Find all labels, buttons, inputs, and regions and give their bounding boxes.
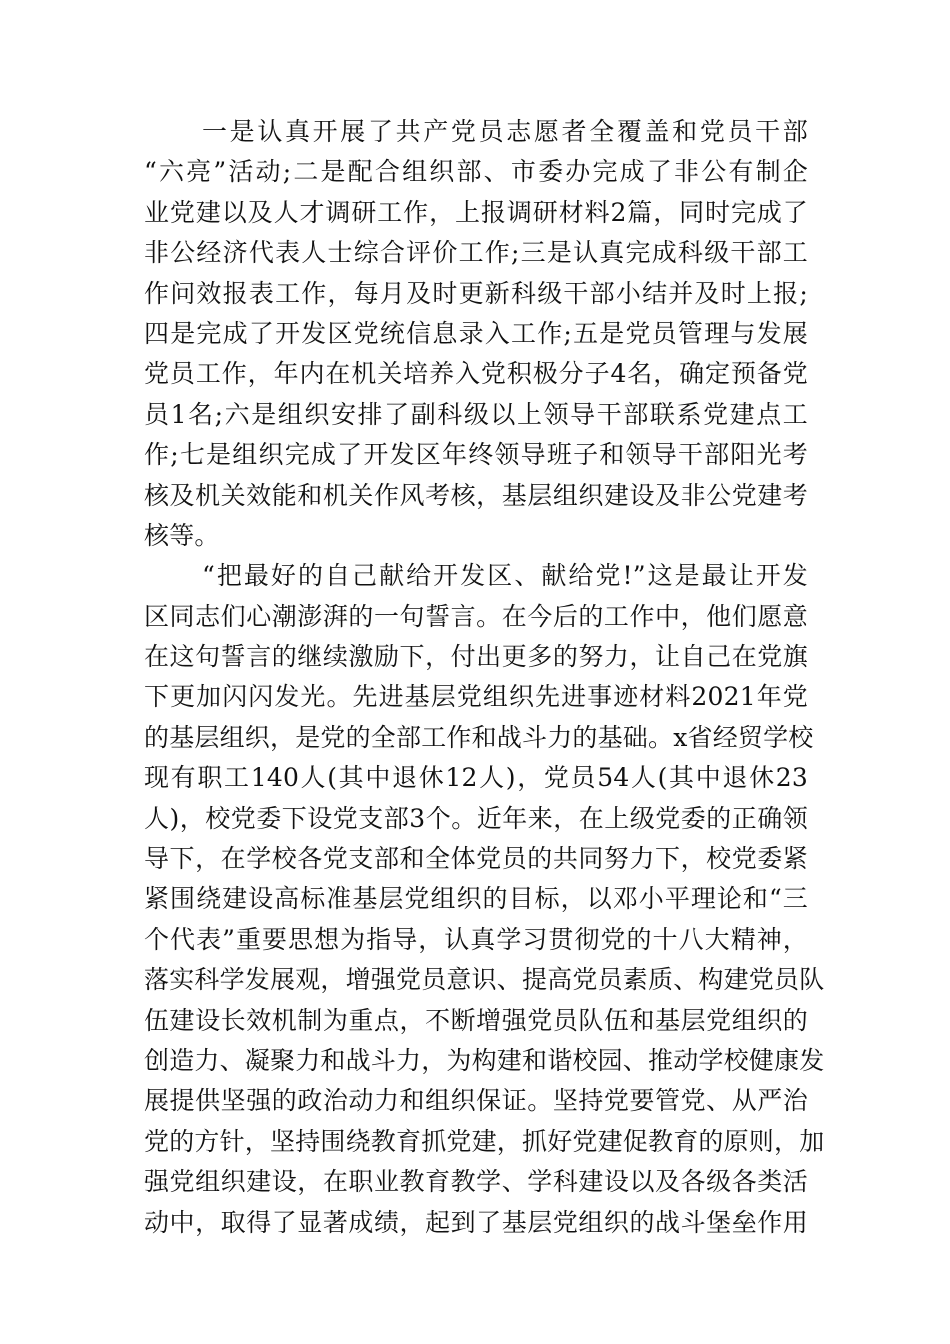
text-line: 个代表”重要思想为指导，认真学习贯彻党的十八大精神， (144, 924, 808, 954)
text-line: 区同志们心潮澎湃的一句誓言。在今后的工作中，他们愿意 (144, 601, 808, 631)
text-line: 的基层组织，是党的全部工作和战斗力的基础。x省经贸学校 (144, 722, 814, 752)
text-line: 四是完成了开发区党统信息录入工作;五是党员管理与发展 (144, 318, 808, 348)
text-line: 导下，在学校各党支部和全体党员的共同努力下，校党委紧 (144, 844, 808, 874)
text-line: 创造力、凝聚力和战斗力，为构建和谐校园、推动学校健康发 (144, 1045, 825, 1075)
text-line: 伍建设长效机制为重点，不断增强党员队伍和基层党组织的 (144, 1005, 808, 1035)
text-line: 党员工作，年内在机关培养入党积极分子4名，确定预备党 (144, 359, 808, 389)
text-line: 下更加闪闪发光。先进基层党组织先进事迹材料2021年党 (144, 682, 808, 712)
text-line: 核等。 (144, 520, 220, 550)
text-line: 非公经济代表人士综合评价工作;三是认真完成科级干部工 (144, 238, 808, 268)
text-line: 核及机关效能和机关作风考核，基层组织建设及非公党建考 (144, 480, 808, 510)
paragraph-2 (144, 556, 825, 1243)
text-line: 展提供坚强的政治动力和组织保证。坚持党要管党、从严治 (144, 1086, 808, 1116)
document-body (144, 112, 825, 1243)
text-line: 业党建以及人才调研工作，上报调研材料2篇，同时完成了 (144, 197, 808, 227)
paragraph-1 (144, 112, 808, 556)
text-line: 人)，校党委下设党支部3个。近年来，在上级党委的正确领 (144, 803, 808, 833)
text-line: 落实科学发展观，增强党员意识、提高党员素质、构建党员队 (144, 965, 825, 995)
text-line: 强党组织建设，在职业教育教学、学科建设以及各级各类活 (144, 1167, 808, 1197)
text-line: 紧围绕建设高标准基层党组织的目标，以邓小平理论和“三 (144, 884, 808, 914)
text-line: 在这句誓言的继续激励下，付出更多的努力，让自己在党旗 (144, 642, 808, 672)
text-line: 一是认真开展了共产党员志愿者全覆盖和党员干部 (202, 117, 808, 146)
text-line: 作问效报表工作，每月及时更新科级干部小结并及时上报; (144, 278, 808, 308)
text-line: 作;七是组织完成了开发区年终领导班子和领导干部阳光考 (144, 440, 808, 470)
text-line: 动中，取得了显著成绩，起到了基层党组织的战斗堡垒作用 (144, 1207, 808, 1237)
text-line: “六亮”活动;二是配合组织部、市委办完成了非公有制企 (144, 157, 808, 187)
text-line: 现有职工140人(其中退休12人)，党员54人(其中退休23 (144, 763, 808, 793)
text-line: 党的方针，坚持围绕教育抓党建，抓好党建促教育的原则，加 (144, 1126, 825, 1156)
text-line: 员1名;六是组织安排了副科级以上领导干部联系党建点工 (144, 399, 808, 429)
text-line: “把最好的自己献给开发区、献给党!”这是最让开发 (202, 561, 808, 591)
